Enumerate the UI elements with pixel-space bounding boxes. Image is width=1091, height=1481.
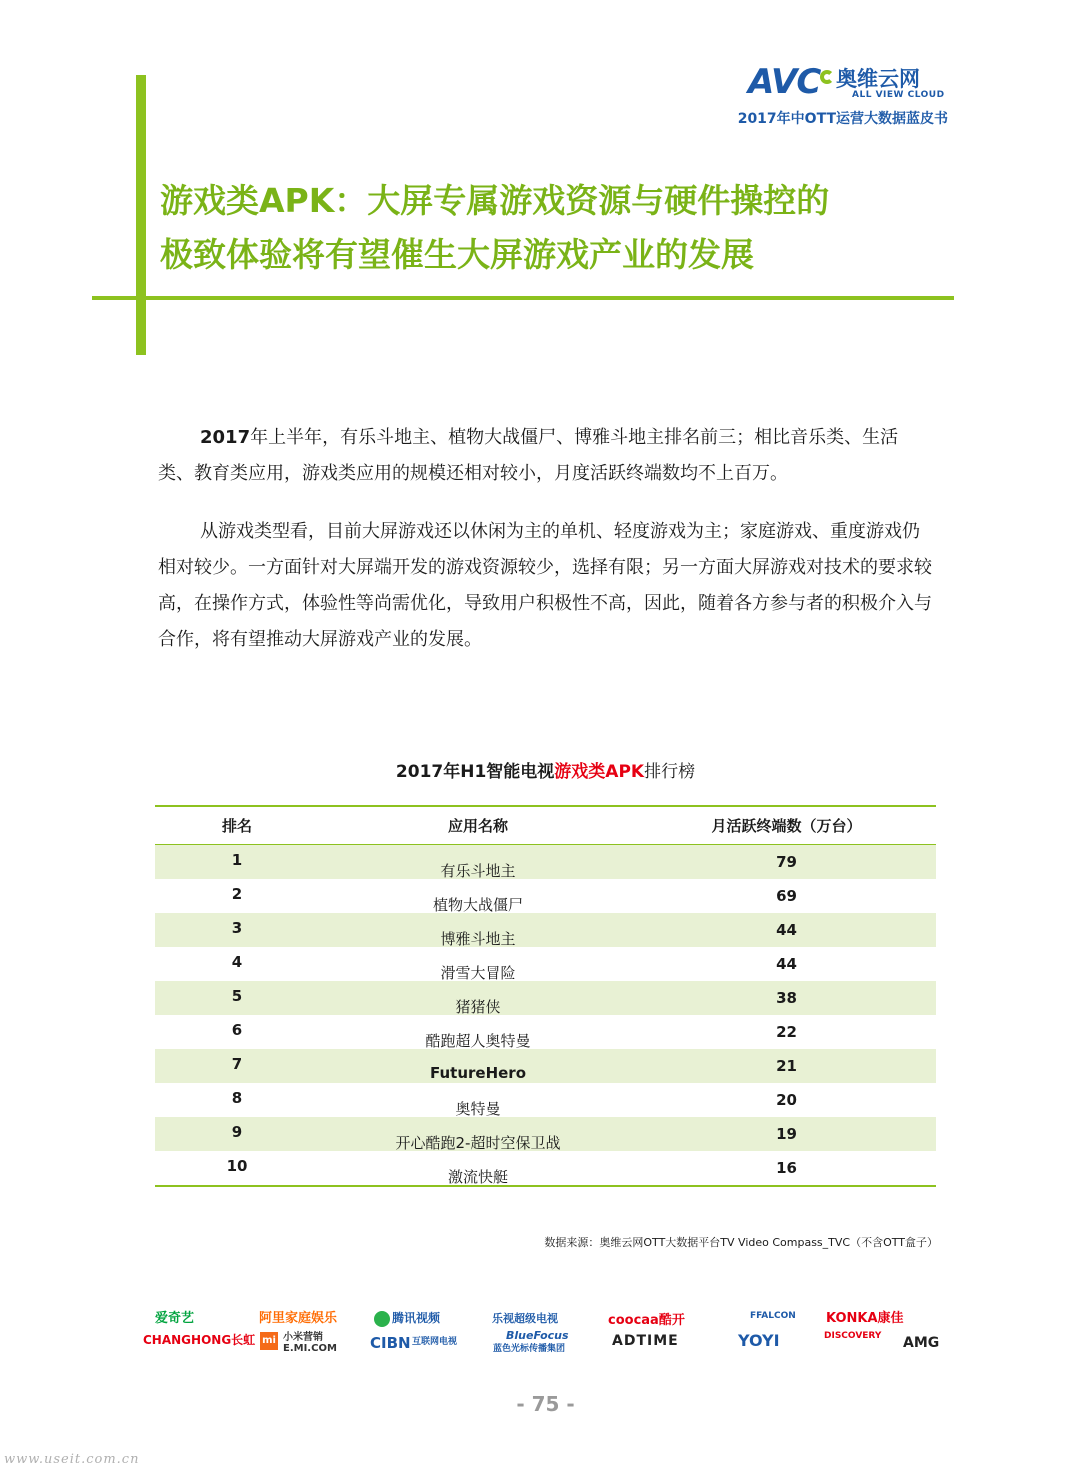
cell-name: 博雅斗地主 <box>440 930 516 948</box>
table-row <box>155 1049 936 1083</box>
data-source-note: 数据来源：奥维云网OTT大数据平台TV Video Compass_TVC（不含OTT盒子） <box>544 1236 938 1249</box>
tencent-play-icon <box>374 1311 390 1327</box>
partner-changhong-logo: CHANGHONG长虹 <box>143 1333 256 1347</box>
title-line-2: 极致体验将有望催生大屏游戏产业的发展 <box>160 235 754 274</box>
table-row <box>155 1151 936 1185</box>
partner-tencent-logo: 腾讯视频 <box>392 1311 441 1325</box>
table-title-post: 排行榜 <box>644 762 696 782</box>
header-value: 月活跃终端数（万台） <box>711 817 862 835</box>
cell-name: 有乐斗地主 <box>440 862 516 880</box>
cell-rank: 10 <box>226 1157 248 1175</box>
cell-rank: 9 <box>231 1123 243 1141</box>
cell-value: 19 <box>776 1125 797 1143</box>
page-title <box>160 174 950 282</box>
table-row <box>155 947 936 981</box>
accent-vertical-bar <box>136 75 146 355</box>
table-title-highlight: 游戏类APK <box>554 762 645 782</box>
cell-name: 开心酷跑2-超时空保卫战 <box>395 1134 561 1152</box>
table-title-pre: 2017年H1智能电视 <box>395 762 555 782</box>
logo-ring-icon <box>820 70 834 84</box>
partner-cibn-logo: CIBN <box>370 1334 411 1352</box>
partner-ffalcon-logo: FFALCON <box>750 1311 796 1321</box>
cell-rank: 7 <box>231 1055 243 1073</box>
cell-value: 16 <box>776 1159 797 1177</box>
paragraph-1-year: 2017 <box>200 427 251 448</box>
ranking-table <box>155 805 936 1187</box>
table-row <box>155 1117 936 1151</box>
header-name: 应用名称 <box>447 817 508 835</box>
cell-value: 20 <box>776 1091 797 1109</box>
table-row <box>155 913 936 947</box>
cell-rank: 8 <box>231 1089 243 1107</box>
partner-cibn-sub: 互联网电视 <box>412 1337 458 1347</box>
cell-name: 酷跑超人奥特曼 <box>425 1032 531 1050</box>
partner-mi-icon: mi <box>260 1332 278 1350</box>
logo-en: ALL VIEW CLOUD <box>852 90 945 100</box>
partner-bluefocus-sub: 蓝色光标传播集团 <box>493 1344 566 1354</box>
partner-bluefocus-logo: BlueFocus <box>506 1329 569 1342</box>
cell-value: 69 <box>776 887 797 905</box>
table-header-row <box>155 807 936 845</box>
table-row <box>155 1015 936 1049</box>
cell-rank: 5 <box>231 987 243 1005</box>
cell-value: 79 <box>776 853 797 871</box>
page-number: - 75 - <box>516 1392 575 1416</box>
paragraph-1-text: 年上半年，有乐斗地主、植物大战僵尸、博雅斗地主排名前三；相比音乐类、生活类、教育类应用，游戏类应用的规模还相对较小，月度活跃终端数均不上百万。 <box>158 427 899 484</box>
table-row <box>155 879 936 913</box>
cell-rank: 2 <box>231 885 243 903</box>
partner-mi-logo <box>283 1332 337 1354</box>
watermark: www.useit.com.cn <box>4 1452 140 1467</box>
cell-value: 21 <box>776 1057 797 1075</box>
partner-adtime-logo: ADTIME <box>612 1333 679 1349</box>
paragraph-1 <box>158 420 934 492</box>
avc-logo <box>748 64 958 104</box>
title-line-1: 游戏类APK：大屏专属游戏资源与硬件操控的 <box>160 181 830 220</box>
partner-yoyi-logo: YOYI <box>738 1331 780 1350</box>
partner-konka-logo: KONKA康佳 <box>826 1311 904 1326</box>
cell-name: 植物大战僵尸 <box>432 896 523 914</box>
partner-discovery-logo: DISCOVERY <box>824 1331 882 1341</box>
partner-coocaa-logo: coocaa酷开 <box>608 1313 685 1328</box>
cell-name: FutureHero <box>429 1064 527 1082</box>
cell-value: 44 <box>776 955 797 973</box>
table-row <box>155 981 936 1015</box>
cell-rank: 6 <box>231 1021 243 1039</box>
cell-name: 激流快艇 <box>447 1168 508 1186</box>
cell-name: 奥特曼 <box>455 1100 501 1118</box>
partner-mi-line1: 小米营销 <box>283 1332 323 1343</box>
accent-horizontal-bar <box>92 296 954 300</box>
partner-amg-logo: AMG <box>903 1335 940 1351</box>
paragraph-2: 从游戏类型看，目前大屏游戏还以休闲为主的单机、轻度游戏为主；家庭游戏、重度游戏仍相对较少。一方面针对大屏端开发的游戏资源较少，选择有限；另一方面大屏游戏对技术的要求较高，在操作方式，体验性等尚需优化，导致用户积极性不高，因此，随着各方参与者的积极介入与合作，将有望推动大屏游戏产业的发展。 <box>158 521 932 650</box>
doc-subtitle: 2017年中OTT运营大数据蓝皮书 <box>737 111 948 127</box>
cell-rank: 1 <box>231 851 243 869</box>
cell-name: 滑雪大冒险 <box>440 964 516 982</box>
cell-name: 猪猪侠 <box>455 998 501 1016</box>
partner-leshi-logo: 乐视超级电视 <box>492 1312 558 1325</box>
cell-value: 22 <box>776 1023 797 1041</box>
partner-ali-logo: 阿里家庭娱乐 <box>259 1311 338 1326</box>
table-title <box>0 757 1091 782</box>
header-rank: 排名 <box>221 817 252 835</box>
cell-value: 38 <box>776 989 797 1007</box>
partner-iqiyi-logo: 爱奇艺 <box>155 1311 195 1326</box>
cell-rank: 3 <box>231 919 243 937</box>
logo-mark: AVC <box>748 62 821 102</box>
partner-mi-line2: E.MI.COM <box>283 1343 337 1354</box>
logo-cn: 奥维云网 <box>836 67 920 91</box>
table-row <box>155 845 936 879</box>
cell-value: 44 <box>776 921 797 939</box>
cell-rank: 4 <box>231 953 243 971</box>
table-row <box>155 1083 936 1117</box>
